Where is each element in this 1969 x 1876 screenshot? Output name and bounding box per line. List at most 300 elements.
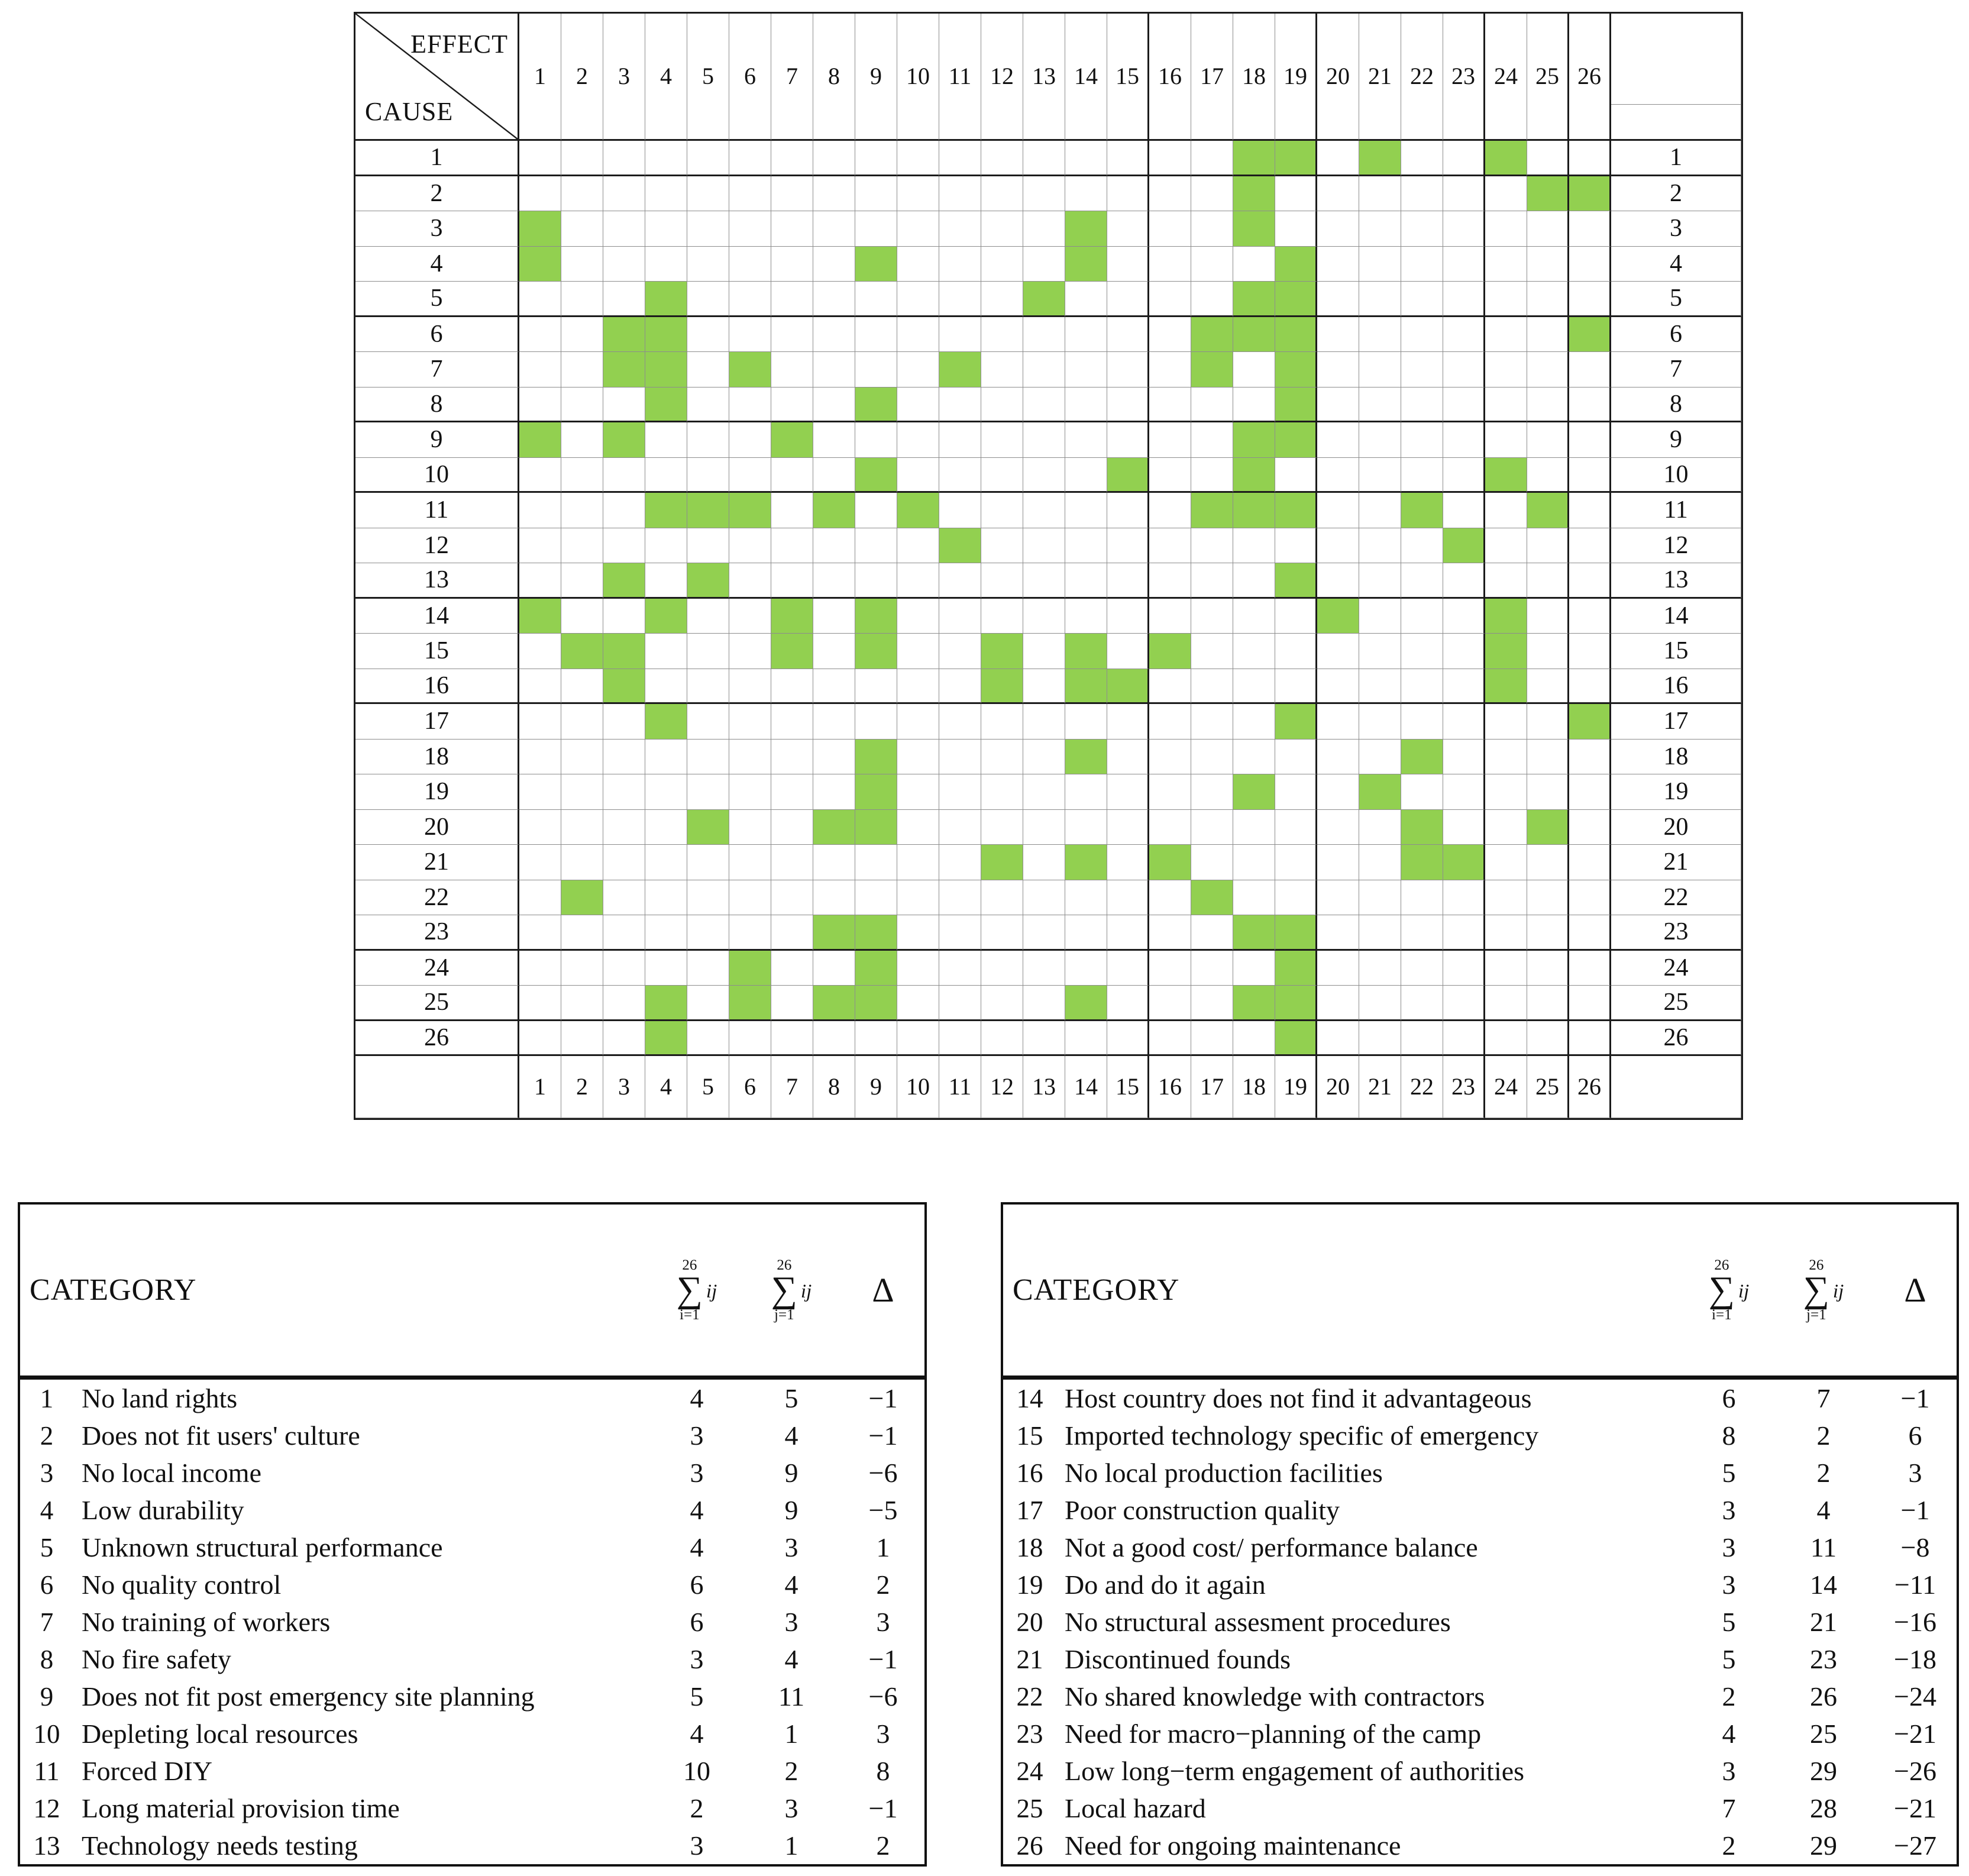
matrix-cell	[1023, 1021, 1065, 1057]
matrix-cell	[1275, 282, 1317, 317]
sum-j-value: 4	[784, 1420, 798, 1451]
matrix-cell	[855, 211, 897, 247]
sigma-symbol: ∑	[676, 1270, 703, 1310]
matrix-row-header-left: 14	[355, 599, 519, 634]
matrix-cell	[645, 880, 687, 916]
matrix-cell	[1527, 388, 1569, 423]
matrix-cell	[729, 599, 771, 634]
matrix-cell	[1149, 740, 1191, 775]
matrix-bottom-col-header: 26	[1569, 1056, 1611, 1118]
matrix-cell	[561, 774, 603, 810]
matrix-row-header-left: 11	[355, 493, 519, 528]
matrix-cell	[1107, 740, 1149, 775]
matrix-cell	[1065, 493, 1107, 528]
matrix-cell	[1275, 352, 1317, 388]
sigma-upper-limit: 26	[777, 1257, 792, 1274]
matrix-cell	[1485, 528, 1527, 564]
category-label: No local income	[82, 1458, 262, 1488]
matrix-cell	[1191, 141, 1233, 176]
matrix-cell	[1023, 740, 1065, 775]
matrix-row-header-left: 21	[355, 845, 519, 880]
matrix-cell	[939, 352, 981, 388]
category-number: 8	[40, 1644, 54, 1674]
matrix-cell	[1191, 176, 1233, 212]
matrix-row-header-right: 5	[1611, 282, 1741, 317]
matrix-cell	[1275, 388, 1317, 423]
matrix-cell	[1233, 528, 1275, 564]
matrix-cell	[771, 1021, 813, 1057]
matrix-cell	[1485, 599, 1527, 634]
matrix-cell	[1233, 352, 1275, 388]
matrix-cell	[1317, 599, 1359, 634]
matrix-cell	[729, 422, 771, 458]
sum-i-value: 4	[1722, 1719, 1736, 1749]
matrix-cell	[1485, 388, 1527, 423]
matrix-cell	[1191, 774, 1233, 810]
matrix-cell	[519, 810, 561, 845]
matrix-cell	[771, 915, 813, 951]
matrix-cell	[729, 282, 771, 317]
matrix-cell	[645, 282, 687, 317]
matrix-cell	[1065, 317, 1107, 353]
matrix-cell	[813, 493, 855, 528]
matrix-col-header: 12	[981, 14, 1023, 141]
matrix-col-header: 18	[1233, 14, 1275, 141]
matrix-cell	[981, 774, 1023, 810]
matrix-cell	[687, 247, 729, 282]
category-number: 10	[33, 1719, 60, 1749]
category-number: 23	[1016, 1719, 1043, 1749]
matrix-cell	[855, 317, 897, 353]
matrix-cell	[1065, 880, 1107, 916]
matrix-cell	[561, 422, 603, 458]
matrix-cell	[1527, 493, 1569, 528]
matrix-cell	[1359, 563, 1401, 599]
matrix-cell	[645, 845, 687, 880]
delta-value: 8	[876, 1756, 890, 1786]
category-label: No quality control	[82, 1570, 282, 1600]
matrix-row-header-left: 26	[355, 1021, 519, 1057]
matrix-cell	[687, 176, 729, 212]
matrix-row-header-left: 23	[355, 915, 519, 951]
matrix-cell	[519, 774, 561, 810]
matrix-cell	[1191, 528, 1233, 564]
matrix-bottom-col-header: 20	[1317, 1056, 1359, 1118]
matrix-cell	[1359, 634, 1401, 669]
matrix-cell	[939, 599, 981, 634]
matrix-cell	[813, 845, 855, 880]
matrix-cell	[1149, 176, 1191, 212]
matrix-cell	[603, 247, 645, 282]
matrix-cell	[1359, 176, 1401, 212]
matrix-cell	[603, 388, 645, 423]
matrix-cell	[1023, 458, 1065, 493]
matrix-row-header-right: 10	[1611, 458, 1741, 493]
matrix-cell	[1401, 880, 1443, 916]
matrix-cell	[645, 388, 687, 423]
matrix-cell	[1359, 810, 1401, 845]
matrix-cell	[1191, 282, 1233, 317]
matrix-cell	[1569, 951, 1611, 986]
matrix-cell	[771, 352, 813, 388]
matrix-cell	[771, 634, 813, 669]
matrix-cell	[897, 986, 939, 1021]
matrix-cell	[1065, 563, 1107, 599]
matrix-cell	[1107, 845, 1149, 880]
matrix-cell	[1527, 810, 1569, 845]
matrix-cell	[1275, 317, 1317, 353]
matrix-cell	[1107, 388, 1149, 423]
matrix-cell	[1149, 880, 1191, 916]
matrix-cell	[1317, 810, 1359, 845]
matrix-cell	[1275, 528, 1317, 564]
matrix-cell	[1065, 669, 1107, 705]
category-row	[1003, 1827, 1957, 1864]
matrix-row-header-right: 23	[1611, 915, 1741, 951]
matrix-cell	[1359, 951, 1401, 986]
matrix-cell	[1485, 704, 1527, 740]
matrix-cell	[771, 740, 813, 775]
matrix-cell	[645, 317, 687, 353]
matrix-cell	[1443, 211, 1485, 247]
matrix-row-header-left: 13	[355, 563, 519, 599]
sigma-argument: ij	[1738, 1280, 1750, 1302]
category-number: 9	[40, 1681, 54, 1712]
matrix-cell	[813, 951, 855, 986]
matrix-cell	[1065, 141, 1107, 176]
matrix-bottom-col-header: 14	[1065, 1056, 1107, 1118]
category-row	[20, 1790, 924, 1827]
sum-j-value: 11	[1810, 1532, 1837, 1562]
sum-j-value: 4	[1816, 1495, 1831, 1525]
sum-i-value: 2	[1722, 1830, 1736, 1861]
matrix-cell	[1527, 422, 1569, 458]
matrix-cell	[1527, 704, 1569, 740]
category-row	[1003, 1641, 1957, 1678]
matrix-cell	[729, 388, 771, 423]
matrix-cell	[1191, 704, 1233, 740]
matrix-cell	[1317, 141, 1359, 176]
matrix-cell	[729, 317, 771, 353]
matrix-cell	[1233, 704, 1275, 740]
matrix-cell	[813, 458, 855, 493]
matrix-cell	[519, 986, 561, 1021]
category-row	[20, 1417, 924, 1454]
matrix-cell	[897, 810, 939, 845]
category-number: 2	[40, 1420, 54, 1451]
matrix-cell	[1065, 528, 1107, 564]
matrix-row-header-left: 5	[355, 282, 519, 317]
matrix-cell	[1569, 740, 1611, 775]
sum-j-value: 14	[1810, 1570, 1837, 1600]
matrix-cell	[729, 986, 771, 1021]
sum-j-value: 1	[784, 1830, 798, 1861]
matrix-row-header-left: 15	[355, 634, 519, 669]
matrix-cell	[1527, 774, 1569, 810]
matrix-cell	[771, 669, 813, 705]
matrix-cell	[897, 528, 939, 564]
cause-label: CAUSE	[365, 97, 454, 126]
matrix-cell	[939, 282, 981, 317]
matrix-cell	[1443, 141, 1485, 176]
matrix-cell	[939, 704, 981, 740]
matrix-cell	[1317, 493, 1359, 528]
matrix-cell	[1107, 493, 1149, 528]
category-number: 6	[40, 1570, 54, 1600]
matrix-cell	[1527, 282, 1569, 317]
matrix-cell	[1569, 211, 1611, 247]
matrix-cell	[855, 599, 897, 634]
matrix-cell	[855, 774, 897, 810]
matrix-cell	[645, 247, 687, 282]
matrix-row-header-left: 18	[355, 740, 519, 775]
matrix-cell	[1317, 880, 1359, 916]
delta-value: −1	[868, 1793, 898, 1823]
matrix-cell	[1527, 458, 1569, 493]
matrix-cell	[729, 528, 771, 564]
matrix-cell	[1359, 247, 1401, 282]
matrix-cell	[1569, 669, 1611, 705]
sum-j-value: 23	[1810, 1644, 1837, 1674]
matrix-cell	[603, 845, 645, 880]
matrix-cell	[687, 282, 729, 317]
matrix-cell	[561, 317, 603, 353]
matrix-cell	[1401, 740, 1443, 775]
category-number: 13	[33, 1830, 60, 1861]
matrix-cell	[771, 986, 813, 1021]
matrix-bottom-col-header: 9	[855, 1056, 897, 1118]
matrix-cell	[1023, 880, 1065, 916]
matrix-cell	[1275, 634, 1317, 669]
matrix-cell	[1149, 317, 1191, 353]
matrix-cell	[813, 704, 855, 740]
matrix-cell	[1065, 740, 1107, 775]
matrix-cell	[855, 986, 897, 1021]
matrix-cell	[1107, 247, 1149, 282]
matrix-cell	[645, 740, 687, 775]
category-row	[1003, 1380, 1957, 1417]
matrix-cell	[981, 422, 1023, 458]
matrix-cell	[729, 845, 771, 880]
matrix-cell	[981, 563, 1023, 599]
matrix-cell	[1443, 845, 1485, 880]
matrix-cell	[771, 282, 813, 317]
matrix-cell	[813, 211, 855, 247]
matrix-cell	[939, 176, 981, 212]
category-row	[1003, 1417, 1957, 1454]
matrix-col-header: 16	[1149, 14, 1191, 141]
matrix-cell	[1023, 317, 1065, 353]
matrix-cell	[771, 563, 813, 599]
matrix-cell	[1233, 563, 1275, 599]
matrix-cell	[981, 352, 1023, 388]
sigma-j-header	[741, 1258, 842, 1322]
sum-j-value: 2	[1816, 1458, 1831, 1488]
matrix-cell	[729, 634, 771, 669]
category-label: Forced DIY	[82, 1756, 212, 1786]
matrix-row-header-right: 11	[1611, 493, 1741, 528]
matrix-cell	[603, 740, 645, 775]
matrix-cell	[1023, 810, 1065, 845]
delta-value: 3	[876, 1607, 890, 1637]
matrix-cell	[1107, 915, 1149, 951]
matrix-cell	[1359, 740, 1401, 775]
matrix-cell	[1023, 986, 1065, 1021]
matrix-cell	[519, 493, 561, 528]
category-number: 25	[1016, 1793, 1043, 1823]
sum-j-value: 21	[1810, 1607, 1837, 1637]
sigma-symbol: ∑	[771, 1270, 797, 1310]
matrix-cell	[1275, 951, 1317, 986]
category-label: Local hazard	[1065, 1793, 1206, 1823]
matrix-cell	[1233, 669, 1275, 705]
matrix-cell	[855, 282, 897, 317]
matrix-row-header-left: 8	[355, 388, 519, 423]
category-row	[20, 1380, 924, 1417]
matrix-cell	[1191, 563, 1233, 599]
matrix-cell	[729, 176, 771, 212]
delta-value: −1	[1900, 1383, 1930, 1413]
sum-i-value: 4	[690, 1495, 704, 1525]
matrix-row-header-left: 9	[355, 422, 519, 458]
sum-j-value: 29	[1810, 1756, 1837, 1786]
matrix-cell	[1275, 986, 1317, 1021]
matrix-cell	[1233, 141, 1275, 176]
matrix-cell	[813, 810, 855, 845]
matrix-cell	[1401, 422, 1443, 458]
matrix-cell	[1107, 141, 1149, 176]
matrix-cell	[1485, 915, 1527, 951]
matrix-cell	[1443, 669, 1485, 705]
matrix-cell	[1107, 563, 1149, 599]
matrix-row-header-right: 20	[1611, 810, 1741, 845]
matrix-col-header: 1	[519, 14, 561, 141]
matrix-cell	[1317, 211, 1359, 247]
matrix-cell	[1569, 352, 1611, 388]
matrix-cell	[603, 669, 645, 705]
matrix-cell	[1359, 669, 1401, 705]
matrix-cell	[519, 845, 561, 880]
category-label: No shared knowledge with contractors	[1065, 1681, 1485, 1712]
matrix-cell	[1275, 774, 1317, 810]
matrix-cell	[813, 563, 855, 599]
matrix-col-header: 21	[1359, 14, 1401, 141]
matrix-cell	[939, 740, 981, 775]
matrix-cell	[687, 634, 729, 669]
matrix-cell	[1527, 176, 1569, 212]
category-number: 26	[1016, 1830, 1043, 1861]
category-label: Unknown structural performance	[82, 1532, 443, 1562]
delta-value: −16	[1894, 1607, 1936, 1637]
matrix-cell	[1149, 1021, 1191, 1057]
matrix-row-header-right: 24	[1611, 951, 1741, 986]
matrix-cell	[981, 1021, 1023, 1057]
matrix-col-header: 20	[1317, 14, 1359, 141]
matrix-cell	[1107, 282, 1149, 317]
category-label: No land rights	[82, 1383, 238, 1413]
matrix-cell	[1233, 247, 1275, 282]
matrix-cell	[1275, 669, 1317, 705]
sigma-upper-limit: 26	[682, 1257, 697, 1274]
matrix-cell	[939, 880, 981, 916]
matrix-cell	[603, 774, 645, 810]
matrix-cell	[1107, 458, 1149, 493]
sum-j-value: 25	[1810, 1719, 1837, 1749]
matrix-cell	[561, 1021, 603, 1057]
category-header-label: CATEGORY	[30, 1273, 197, 1307]
category-number: 5	[40, 1532, 54, 1562]
matrix-cell	[561, 951, 603, 986]
matrix-bottom-col-header: 10	[897, 1056, 939, 1118]
matrix-cell	[1233, 774, 1275, 810]
matrix-cell	[1275, 176, 1317, 212]
matrix-cell	[1023, 845, 1065, 880]
matrix-cell	[939, 458, 981, 493]
matrix-cell	[645, 1021, 687, 1057]
matrix-cell	[603, 352, 645, 388]
matrix-cell	[813, 599, 855, 634]
matrix-row-header-left: 6	[355, 317, 519, 353]
matrix-cell	[1149, 282, 1191, 317]
matrix-cell	[645, 810, 687, 845]
matrix-cell	[1443, 563, 1485, 599]
matrix-cell	[729, 704, 771, 740]
matrix-cell	[981, 669, 1023, 705]
matrix-cell	[1065, 422, 1107, 458]
matrix-cell	[1065, 915, 1107, 951]
matrix-cell	[981, 880, 1023, 916]
matrix-cell	[687, 774, 729, 810]
matrix-cell	[897, 599, 939, 634]
matrix-bottom-col-header: 2	[561, 1056, 603, 1118]
matrix-cell	[687, 810, 729, 845]
category-row	[1003, 1491, 1957, 1529]
category-number: 21	[1016, 1644, 1043, 1674]
matrix-cell	[603, 810, 645, 845]
matrix-cell	[1233, 282, 1275, 317]
matrix-cell	[1065, 704, 1107, 740]
sum-i-value: 3	[690, 1830, 704, 1861]
matrix-cell	[729, 669, 771, 705]
matrix-cell	[1023, 422, 1065, 458]
matrix-cell	[687, 951, 729, 986]
matrix-cell	[1065, 1021, 1107, 1057]
category-label: Does not fit post emergency site planning	[82, 1681, 535, 1712]
matrix-cell	[813, 352, 855, 388]
delta-value: −11	[1894, 1570, 1936, 1600]
matrix-row-header-left: 1	[355, 141, 519, 176]
sigma-lower-limit: j=1	[1806, 1306, 1826, 1323]
matrix-cell	[519, 1021, 561, 1057]
category-row	[20, 1529, 924, 1566]
matrix-cell	[771, 774, 813, 810]
sum-i-value: 5	[1722, 1607, 1736, 1637]
matrix-cell	[1527, 1021, 1569, 1057]
matrix-row-header-right: 12	[1611, 528, 1741, 564]
matrix-cell	[1317, 528, 1359, 564]
matrix-cell	[1527, 141, 1569, 176]
matrix-cell	[645, 493, 687, 528]
matrix-cell	[1317, 669, 1359, 705]
matrix-cell	[897, 704, 939, 740]
matrix-cell	[603, 880, 645, 916]
matrix-cell	[897, 951, 939, 986]
matrix-row-header-right: 13	[1611, 563, 1741, 599]
sum-j-value: 28	[1810, 1793, 1837, 1823]
matrix-cell	[813, 528, 855, 564]
matrix-cell	[939, 247, 981, 282]
matrix-cell	[519, 915, 561, 951]
